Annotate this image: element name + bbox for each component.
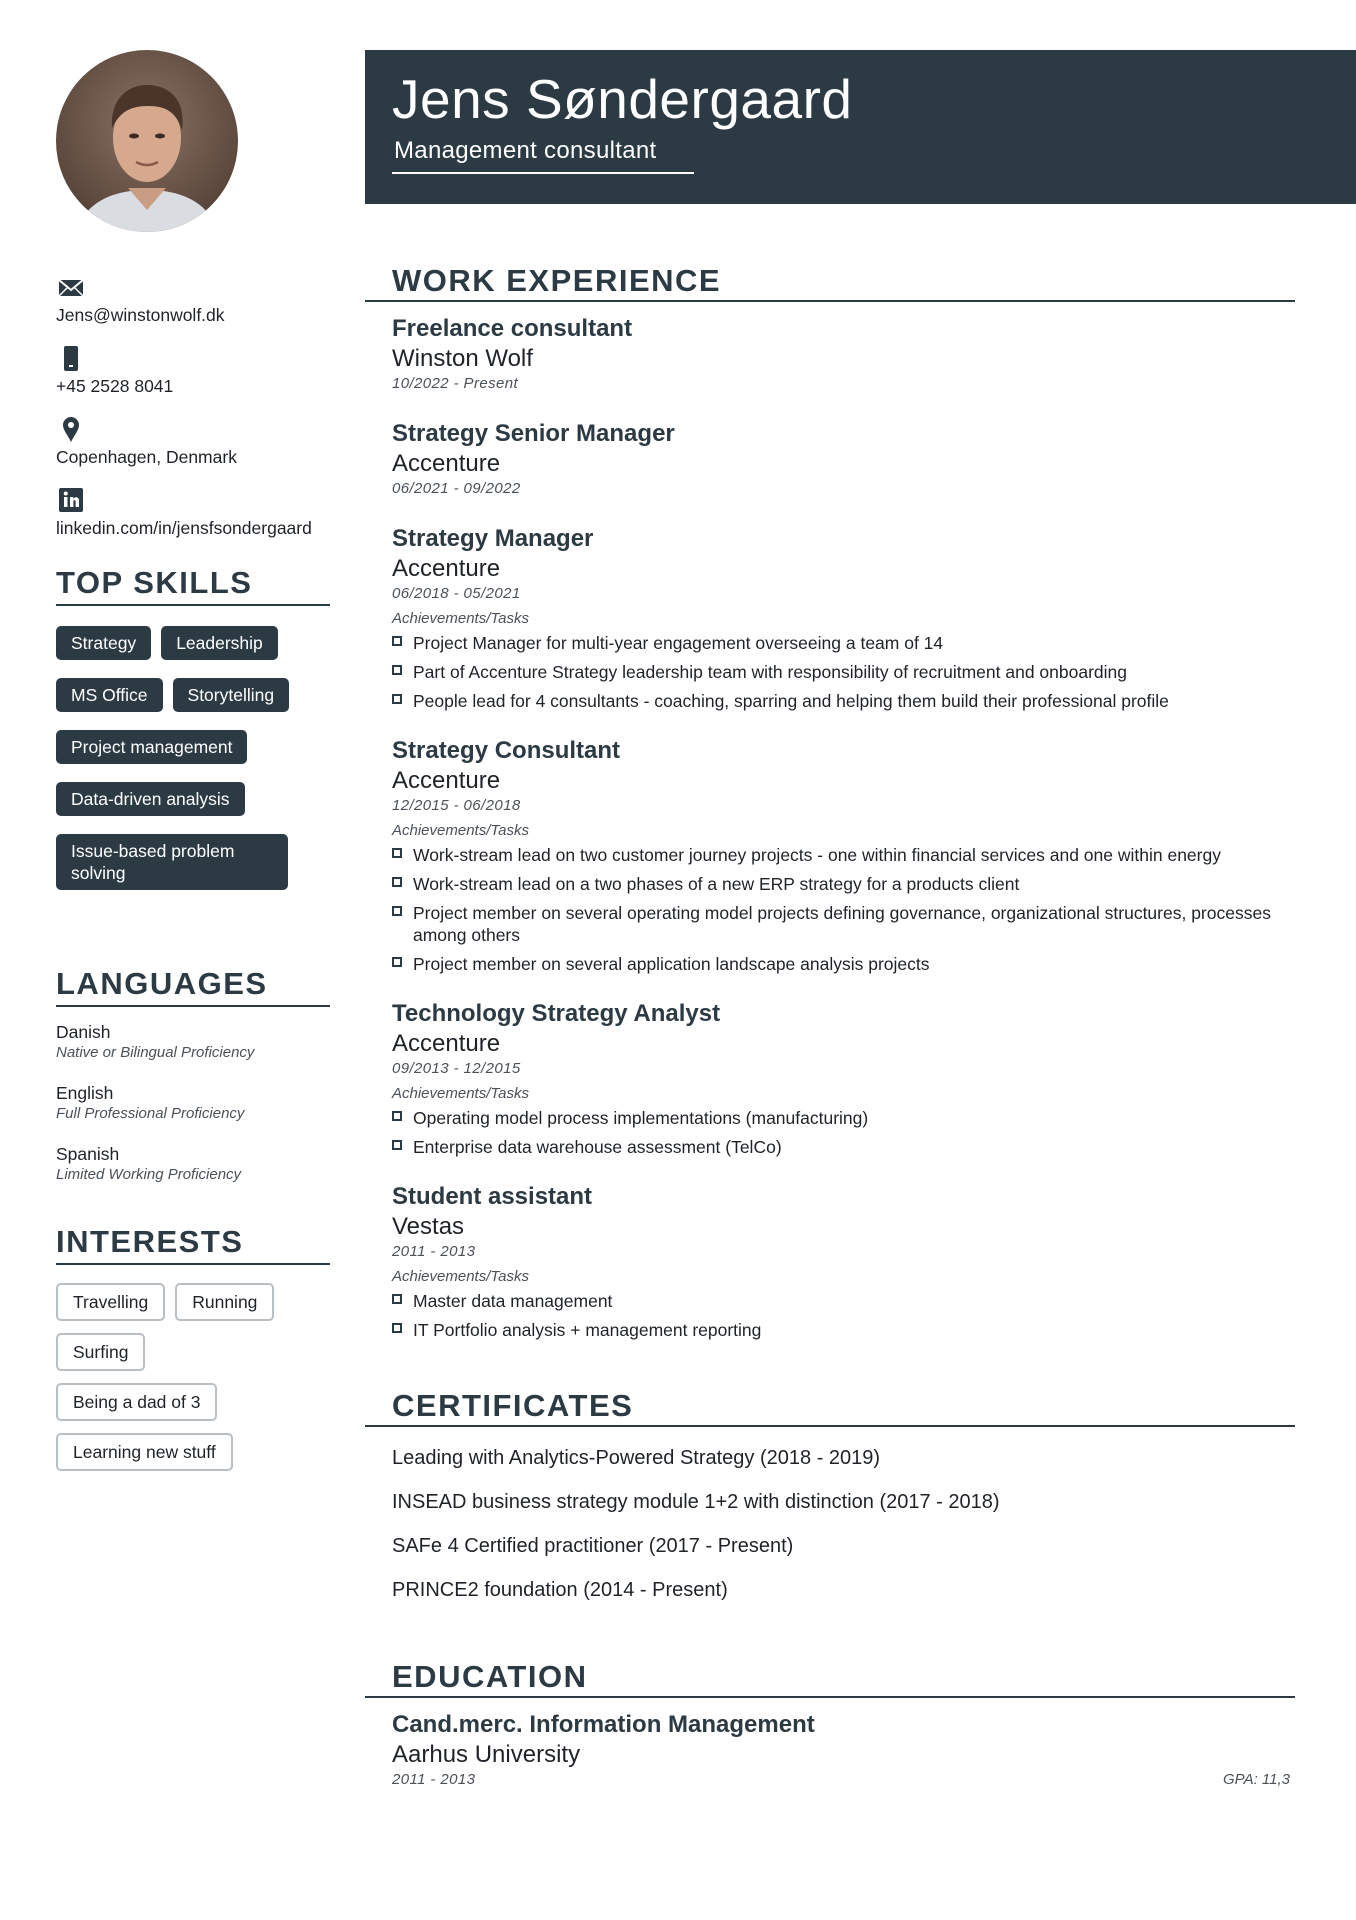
task-item xyxy=(392,1107,1295,1129)
job-company: Accenture xyxy=(392,450,501,477)
jobs-list xyxy=(365,314,1295,1341)
job-company: Accenture xyxy=(392,555,501,582)
job-title: Freelance consultant xyxy=(392,315,633,342)
contact-list xyxy=(56,272,330,539)
square-bullet-icon xyxy=(392,1140,402,1150)
sidebar xyxy=(56,50,330,1483)
task-text: Work-stream lead on a two phases of a new ERP strategy for a products client xyxy=(413,874,1020,894)
tasks-label: Achievements/Tasks xyxy=(392,1085,530,1102)
languages-list xyxy=(56,1021,330,1184)
person-name: Jens Søndergaard xyxy=(392,68,853,130)
task-item xyxy=(392,1136,1295,1158)
task-text: Enterprise data warehouse assessment (TelCo) xyxy=(413,1137,782,1157)
gpa-value: GPA: 11,3 xyxy=(1223,1771,1290,1788)
languages-heading: LANGUAGES xyxy=(56,966,330,1007)
certificate-item: Leading with Analytics-Powered Strategy (2018 - 2019) xyxy=(392,1447,881,1469)
square-bullet-icon xyxy=(392,877,402,887)
job-entry xyxy=(392,999,1295,1158)
task-list xyxy=(392,844,1295,975)
job-entry xyxy=(392,524,1295,712)
portrait-photo xyxy=(56,50,238,232)
certificate-item: PRINCE2 foundation (2014 - Present) xyxy=(392,1579,728,1601)
task-item xyxy=(392,902,1295,946)
interest-tag: Learning new stuff xyxy=(56,1433,233,1471)
interest-tag: Surfing xyxy=(56,1333,145,1371)
job-company: Winston Wolf xyxy=(392,345,533,372)
square-bullet-icon xyxy=(392,1323,402,1333)
skill-tag: Issue-based problem solving xyxy=(56,834,288,890)
work-experience-heading: WORK EXPERIENCE xyxy=(365,262,1295,302)
language-name: English xyxy=(56,1083,114,1103)
task-text: Part of Accenture Strategy leadership team with responsibility of recruitment and onboarding xyxy=(413,662,1127,682)
envelope-icon xyxy=(56,272,86,302)
linkedin-icon xyxy=(56,485,86,515)
language-item xyxy=(56,1143,330,1184)
job-title: Strategy Senior Manager xyxy=(392,420,675,447)
job-dates: 09/2013 - 12/2015 xyxy=(392,1060,521,1077)
square-bullet-icon xyxy=(392,848,402,858)
task-text: People lead for 4 consultants - coaching, sparring and helping them build their professional profile xyxy=(413,691,1169,711)
job-company: Vestas xyxy=(392,1213,465,1240)
skills-heading: TOP SKILLS xyxy=(56,565,330,606)
square-bullet-icon xyxy=(392,636,402,646)
task-item xyxy=(392,873,1295,895)
square-bullet-icon xyxy=(392,694,402,704)
tasks-label: Achievements/Tasks xyxy=(392,610,530,627)
main-content xyxy=(365,262,1295,1791)
skill-tag: MS Office xyxy=(56,678,163,712)
job-entry xyxy=(392,736,1295,975)
skill-tag: Project management xyxy=(56,730,247,764)
interest-tag: Running xyxy=(175,1283,274,1321)
school-name: Aarhus University xyxy=(392,1741,581,1768)
task-text: Project member on several application landscape analysis projects xyxy=(413,954,930,974)
education-heading: EDUCATION xyxy=(365,1658,1295,1698)
task-list xyxy=(392,632,1295,712)
location-pin-icon xyxy=(56,414,86,444)
task-text: Project Manager for multi-year engagement overseeing a team of 14 xyxy=(413,633,944,653)
task-list xyxy=(392,1107,1295,1158)
linkedin-text[interactable]: linkedin.com/in/jensfsondergaard xyxy=(56,518,312,538)
job-dates: 10/2022 - Present xyxy=(392,375,519,392)
task-text: Work-stream lead on two customer journey projects - one within financial services and one within energy xyxy=(413,845,1221,865)
interest-tag: Being a dad of 3 xyxy=(56,1383,217,1421)
language-level: Native or Bilingual Proficiency xyxy=(56,1044,255,1061)
job-dates: 2011 - 2013 xyxy=(392,1243,476,1260)
location-text: Copenhagen, Denmark xyxy=(56,447,237,467)
contact-linkedin xyxy=(56,485,330,539)
phone-text[interactable]: +45 2528 8041 xyxy=(56,376,174,396)
certificate-item: INSEAD business strategy module 1+2 with distinction (2017 - 2018) xyxy=(392,1491,1000,1513)
task-item xyxy=(392,690,1295,712)
language-level: Limited Working Proficiency xyxy=(56,1166,242,1183)
job-title: Strategy Consultant xyxy=(392,737,621,764)
contact-location xyxy=(56,414,330,468)
contact-phone xyxy=(56,343,330,397)
interests-heading: INTERESTS xyxy=(56,1224,330,1265)
interests-list xyxy=(56,1283,330,1483)
job-dates: 12/2015 - 06/2018 xyxy=(392,797,521,814)
task-item xyxy=(392,661,1295,683)
skills-list xyxy=(56,626,330,908)
job-company: Accenture xyxy=(392,767,501,794)
task-item xyxy=(392,632,1295,654)
tasks-label: Achievements/Tasks xyxy=(392,1268,530,1285)
degree-title: Cand.merc. Information Management xyxy=(392,1711,815,1738)
job-company: Accenture xyxy=(392,1030,501,1057)
language-name: Danish xyxy=(56,1022,111,1042)
mobile-phone-icon xyxy=(56,343,86,373)
certificate-item: SAFe 4 Certified practitioner (2017 - Present) xyxy=(392,1535,794,1557)
language-name: Spanish xyxy=(56,1144,120,1164)
job-role: Management consultant xyxy=(392,136,694,174)
task-item xyxy=(392,1290,1295,1312)
skill-tag: Data-driven analysis xyxy=(56,782,245,816)
task-text: Project member on several operating model projects defining governance, organizational structures, processes among others xyxy=(413,903,1271,945)
job-entry xyxy=(392,419,1295,500)
language-item xyxy=(56,1021,330,1062)
task-text: Operating model process implementations (manufacturing) xyxy=(413,1108,869,1128)
language-item xyxy=(56,1082,330,1123)
square-bullet-icon xyxy=(392,665,402,675)
skill-tag: Storytelling xyxy=(173,678,290,712)
job-entry xyxy=(392,1182,1295,1341)
job-dates: 06/2018 - 05/2021 xyxy=(392,585,521,602)
task-item xyxy=(392,844,1295,866)
interest-tag: Travelling xyxy=(56,1283,165,1321)
task-item xyxy=(392,953,1295,975)
tasks-label: Achievements/Tasks xyxy=(392,822,530,839)
square-bullet-icon xyxy=(392,1294,402,1304)
job-title: Technology Strategy Analyst xyxy=(392,1000,721,1027)
education-entry xyxy=(365,1710,1295,1791)
certificates-heading: CERTIFICATES xyxy=(365,1387,1295,1427)
square-bullet-icon xyxy=(392,1111,402,1121)
language-level: Full Professional Proficiency xyxy=(56,1105,245,1122)
task-text: IT Portfolio analysis + management reporting xyxy=(413,1320,762,1340)
task-text: Master data management xyxy=(413,1291,613,1311)
square-bullet-icon xyxy=(392,906,402,916)
square-bullet-icon xyxy=(392,957,402,967)
task-list xyxy=(392,1290,1295,1341)
email-text[interactable]: Jens@winstonwolf.dk xyxy=(56,305,225,325)
certificates-list xyxy=(365,1445,1295,1603)
skill-tag: Leadership xyxy=(161,626,278,660)
header-banner xyxy=(365,50,1356,204)
job-title: Student assistant xyxy=(392,1183,593,1210)
job-title: Strategy Manager xyxy=(392,525,594,552)
job-entry xyxy=(392,314,1295,395)
job-dates: 06/2021 - 09/2022 xyxy=(392,480,521,497)
education-dates: 2011 - 2013 xyxy=(392,1771,476,1788)
skill-tag: Strategy xyxy=(56,626,151,660)
contact-email xyxy=(56,272,330,326)
task-item xyxy=(392,1319,1295,1341)
